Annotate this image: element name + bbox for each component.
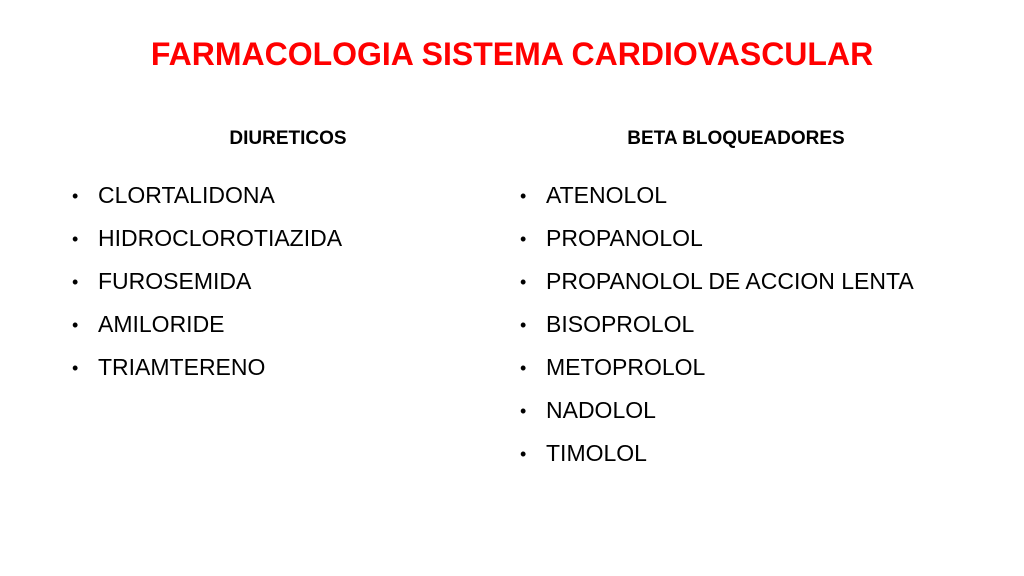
list-item-label: METOPROLOL xyxy=(546,354,706,380)
list-item-label: BISOPROLOL xyxy=(546,311,695,337)
list-item-label: TIMOLOL xyxy=(546,440,647,466)
list-item xyxy=(520,432,914,475)
drug-list xyxy=(72,174,342,389)
bullet-icon: • xyxy=(520,357,527,378)
bullet-icon: • xyxy=(72,228,79,249)
list-item xyxy=(520,303,914,346)
list-item-label: HIDROCLOROTIAZIDA xyxy=(98,225,343,251)
column-heading: BETA BLOQUEADORES xyxy=(627,128,845,149)
list-item-label: PROPANOLOL DE ACCION LENTA xyxy=(546,268,914,294)
list-item-label: CLORTALIDONA xyxy=(98,182,275,208)
list-item-label: ATENOLOL xyxy=(546,182,667,208)
list-item xyxy=(72,260,342,303)
list-item xyxy=(72,174,342,217)
list-item xyxy=(520,260,914,303)
list-item xyxy=(72,217,342,260)
bullet-icon: • xyxy=(72,357,79,378)
bullet-icon: • xyxy=(520,271,527,292)
list-item xyxy=(72,346,342,389)
column-beta-bloqueadores xyxy=(520,124,980,466)
list-item-label: FUROSEMIDA xyxy=(98,268,252,294)
bullet-icon: • xyxy=(520,228,527,249)
bullet-icon: • xyxy=(520,314,527,335)
bullet-icon: • xyxy=(72,185,79,206)
bullet-icon: • xyxy=(520,400,527,421)
bullet-icon: • xyxy=(72,314,79,335)
list-item xyxy=(520,217,914,260)
list-item-label: AMILORIDE xyxy=(98,311,225,337)
list-item xyxy=(520,346,914,389)
list-item xyxy=(520,389,914,432)
list-item-label: TRIAMTERENO xyxy=(98,354,266,380)
bullet-icon: • xyxy=(520,443,527,464)
column-heading: DIURETICOS xyxy=(229,128,347,149)
drug-list xyxy=(520,174,914,475)
column-diureticos xyxy=(72,124,502,380)
list-item xyxy=(72,303,342,346)
bullet-icon: • xyxy=(72,271,79,292)
list-item-label: PROPANOLOL xyxy=(546,225,703,251)
list-item-label: NADOLOL xyxy=(546,397,656,423)
list-item xyxy=(520,174,914,217)
bullet-icon: • xyxy=(520,185,527,206)
slide-title: FARMACOLOGIA SISTEMA CARDIOVASCULAR xyxy=(150,36,874,72)
